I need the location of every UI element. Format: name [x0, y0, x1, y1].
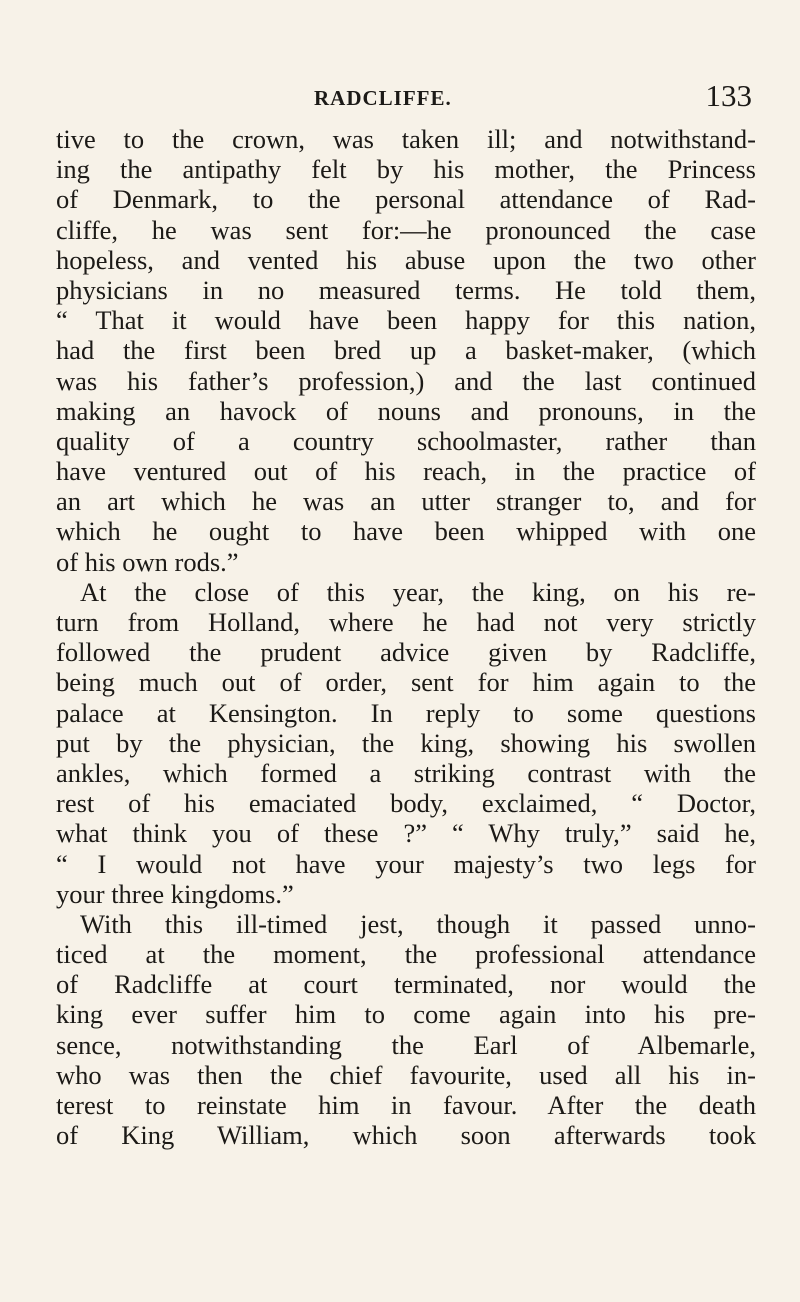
text-line: of Denmark, to the personal attendance of Rad- — [56, 184, 756, 215]
text-line: ankles, which formed a striking contrast with the — [56, 757, 756, 788]
text-line: palace at Kensington. In reply to some questions — [56, 697, 756, 728]
text-line: hopeless, and vented his abuse upon the two other — [56, 244, 756, 275]
text-line: terest to reinstate him in favour. After the death — [56, 1090, 756, 1120]
text-line: ing the antipathy felt by his mother, the Princess — [56, 154, 756, 185]
text-line: of King William, which soon afterwards took — [56, 1120, 756, 1151]
text-line: an art which he was an utter stranger to, and for — [56, 486, 756, 517]
text-line: physicians in no measured terms. He told them, — [56, 274, 756, 305]
text-line: of Radcliffe at court terminated, nor would the — [56, 969, 756, 1000]
text-line: followed the prudent advice given by Radcliffe, — [56, 637, 756, 668]
body-text — [56, 124, 756, 1150]
text-line: was his father’s profession,) and the last continued — [56, 365, 756, 396]
text-line: cliffe, he was sent for:—he pronounced the case — [56, 214, 756, 245]
page-number: 133 — [705, 78, 752, 113]
text-line: had the first been bred up a basket-maker, (which — [56, 335, 756, 366]
text-line: your three kingdoms.” — [56, 878, 294, 909]
text-line: “ That it would have been happy for this nation, — [56, 305, 756, 336]
text-line: ticed at the moment, the professional attendance — [56, 939, 756, 970]
text-line: put by the physician, the king, showing his swollen — [56, 727, 756, 758]
running-head — [52, 78, 754, 114]
text-line: making an havock of nouns and pronouns, in the — [56, 395, 756, 426]
text-line: turn from Holland, where he had not very strictly — [56, 607, 756, 637]
running-title: RADCLIFFE. — [314, 86, 452, 110]
text-line: which he ought to have been whipped with one — [56, 516, 756, 547]
text-line: tive to the crown, was taken ill; and notwithstand- — [56, 124, 756, 154]
text-line: At the close of this year, the king, on his re- — [80, 576, 756, 607]
text-line: who was then the chief favourite, used all his in- — [56, 1059, 756, 1090]
text-line: With this ill-timed jest, though it passed unno- — [80, 908, 756, 939]
text-line: “ I would not have your majesty’s two legs for — [56, 848, 756, 879]
text-line: king ever suffer him to come again into his pre- — [56, 999, 756, 1030]
text-line: have ventured out of his reach, in the practice of — [56, 456, 756, 487]
text-line: sence, notwithstanding the Earl of Albemarle, — [56, 1029, 756, 1060]
text-line: being much out of order, sent for him again to the — [56, 667, 756, 698]
text-line: quality of a country schoolmaster, rather than — [56, 425, 756, 456]
text-line: rest of his emaciated body, exclaimed, “ Doctor, — [56, 788, 756, 819]
text-line: of his own rods.” — [56, 546, 239, 577]
text-line: what think you of these ?” “ Why truly,” said he, — [56, 818, 756, 849]
